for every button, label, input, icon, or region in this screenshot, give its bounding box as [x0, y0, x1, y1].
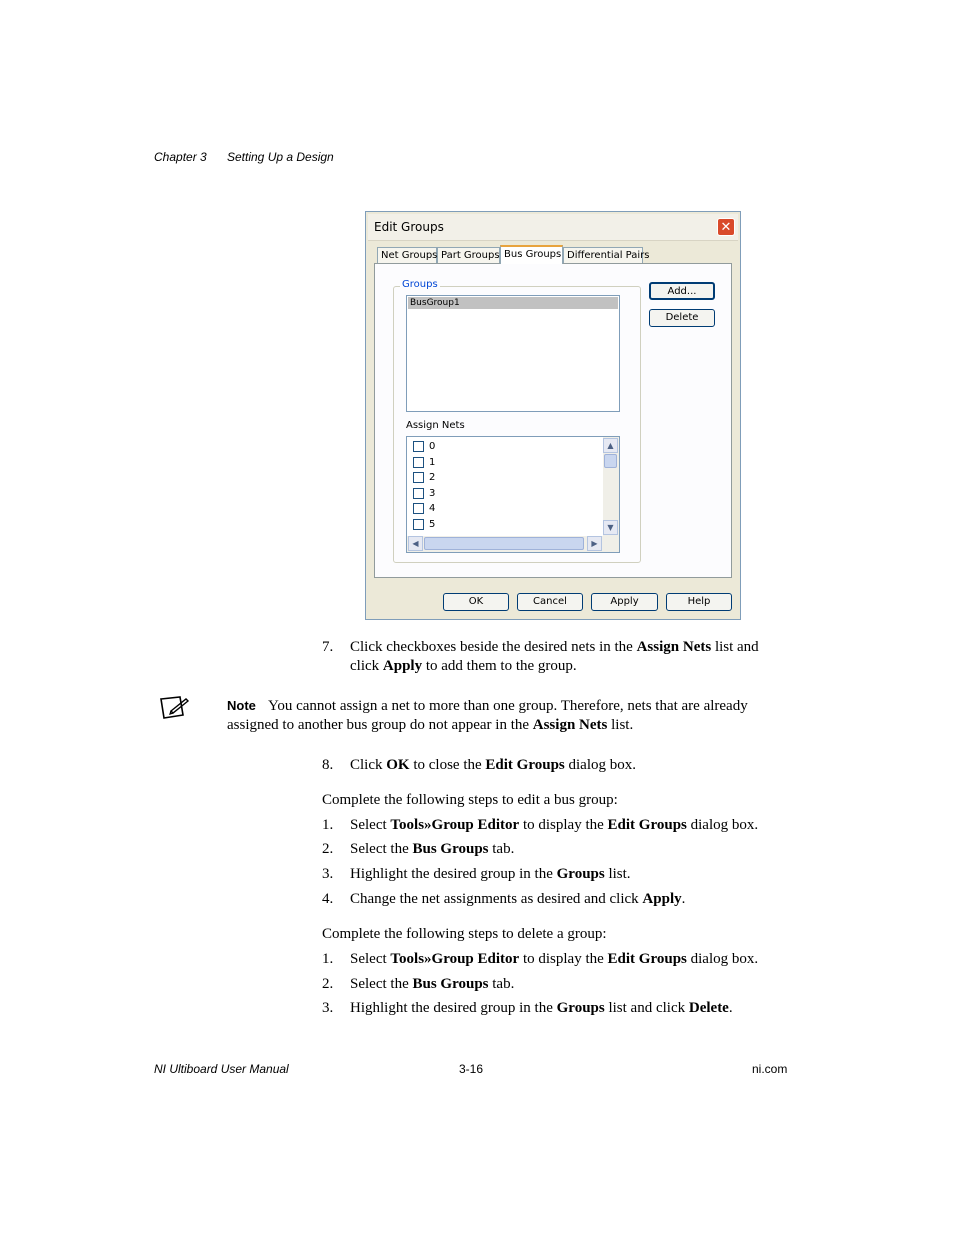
- add-button[interactable]: Add...: [649, 282, 715, 300]
- step-number: 2.: [322, 976, 334, 992]
- edit-groups-dialog: [365, 211, 741, 620]
- net-label: 0: [429, 441, 436, 452]
- net-row-0[interactable]: [413, 440, 435, 455]
- tab-net-groups[interactable]: Net Groups: [377, 247, 437, 263]
- step-number: 3.: [322, 866, 334, 882]
- step-text: Click checkboxes beside the desired nets in the Assign Nets list and click Apply to add them to the group.: [350, 639, 759, 674]
- footer-website: ni.com: [752, 1062, 788, 1076]
- chapter-label: Chapter 3: [154, 150, 207, 164]
- step-number: 3.: [322, 1000, 334, 1016]
- checkbox-icon[interactable]: [413, 457, 424, 468]
- bus-groups-panel: [374, 263, 732, 578]
- dialog-title: Edit Groups: [374, 220, 444, 234]
- list-item[interactable]: BusGroup1: [408, 297, 618, 309]
- tab-bus-groups[interactable]: Bus Groups: [500, 245, 563, 264]
- checkbox-icon[interactable]: [413, 472, 424, 483]
- scroll-thumb[interactable]: [424, 537, 584, 550]
- net-row-3[interactable]: [413, 487, 435, 502]
- groups-listbox[interactable]: [406, 295, 620, 412]
- note-text: You cannot assign a net to more than one group. Therefore, nets that are already assigned to another bus group do not appear in the Assign Nets list.: [227, 698, 748, 733]
- checkbox-icon[interactable]: [413, 519, 424, 530]
- net-label: 2: [429, 472, 436, 483]
- step-number: 2.: [322, 841, 334, 857]
- step-text: Select Tools»Group Editor to display the Edit Groups dialog box.: [350, 951, 759, 967]
- tab-differential-pairs[interactable]: Differential Pairs: [563, 247, 643, 263]
- net-row-1[interactable]: [413, 456, 435, 471]
- step-number: 1.: [322, 817, 334, 833]
- step-text: Select Tools»Group Editor to display the Edit Groups dialog box.: [350, 817, 759, 833]
- assign-nets-listbox[interactable]: [406, 436, 620, 553]
- assign-nets-label: Assign Nets: [406, 420, 465, 431]
- close-icon[interactable]: ✕: [717, 218, 735, 236]
- scroll-left-icon[interactable]: ◀: [408, 536, 423, 551]
- chapter-title: Setting Up a Design: [227, 150, 334, 164]
- scroll-down-icon[interactable]: ▼: [603, 520, 618, 535]
- net-label: 5: [429, 519, 436, 530]
- footer-manual-name: NI Ultiboard User Manual: [154, 1062, 289, 1076]
- note-label: Note: [227, 698, 256, 713]
- step-text: Click OK to close the Edit Groups dialog box.: [350, 757, 637, 773]
- cancel-button[interactable]: Cancel: [517, 593, 583, 611]
- checkbox-icon[interactable]: [413, 503, 424, 514]
- step-text: Highlight the desired group in the Groups list.: [350, 866, 631, 882]
- step-text: Select the Bus Groups tab.: [350, 841, 515, 857]
- delete-intro: Complete the following steps to delete a group:: [322, 926, 607, 942]
- delete-button[interactable]: Delete: [649, 309, 715, 327]
- step-number: 7.: [322, 639, 334, 655]
- footer-page-number: 3-16: [459, 1062, 484, 1076]
- note-icon: [158, 695, 190, 721]
- checkbox-icon[interactable]: [413, 441, 424, 452]
- step-number: 4.: [322, 891, 334, 907]
- net-row-4[interactable]: [413, 502, 435, 517]
- tab-part-groups[interactable]: Part Groups: [437, 247, 500, 263]
- help-button[interactable]: Help: [666, 593, 732, 611]
- dialog-title-bar: [368, 214, 738, 241]
- groups-label: Groups: [402, 279, 438, 290]
- net-label: 1: [429, 457, 436, 468]
- step-number: 8.: [322, 757, 334, 773]
- net-row-5[interactable]: [413, 518, 435, 533]
- step-text: Highlight the desired group in the Groups list and click Delete.: [350, 1000, 733, 1016]
- step-text: Select the Bus Groups tab.: [350, 976, 515, 992]
- checkbox-icon[interactable]: [413, 488, 424, 499]
- vertical-scrollbar[interactable]: [603, 437, 619, 536]
- net-label: 4: [429, 503, 436, 514]
- net-row-2[interactable]: [413, 471, 435, 486]
- scroll-right-icon[interactable]: ▶: [587, 536, 602, 551]
- step-text: Change the net assignments as desired and click Apply.: [350, 891, 686, 907]
- horizontal-scrollbar[interactable]: [407, 536, 619, 552]
- scroll-up-icon[interactable]: ▲: [603, 438, 618, 453]
- ok-button[interactable]: OK: [443, 593, 509, 611]
- edit-intro: Complete the following steps to edit a bus group:: [322, 792, 618, 808]
- net-label: 3: [429, 488, 436, 499]
- step-number: 1.: [322, 951, 334, 967]
- apply-button[interactable]: Apply: [591, 593, 658, 611]
- scroll-thumb[interactable]: [604, 454, 617, 468]
- groups-groupbox: [393, 279, 641, 563]
